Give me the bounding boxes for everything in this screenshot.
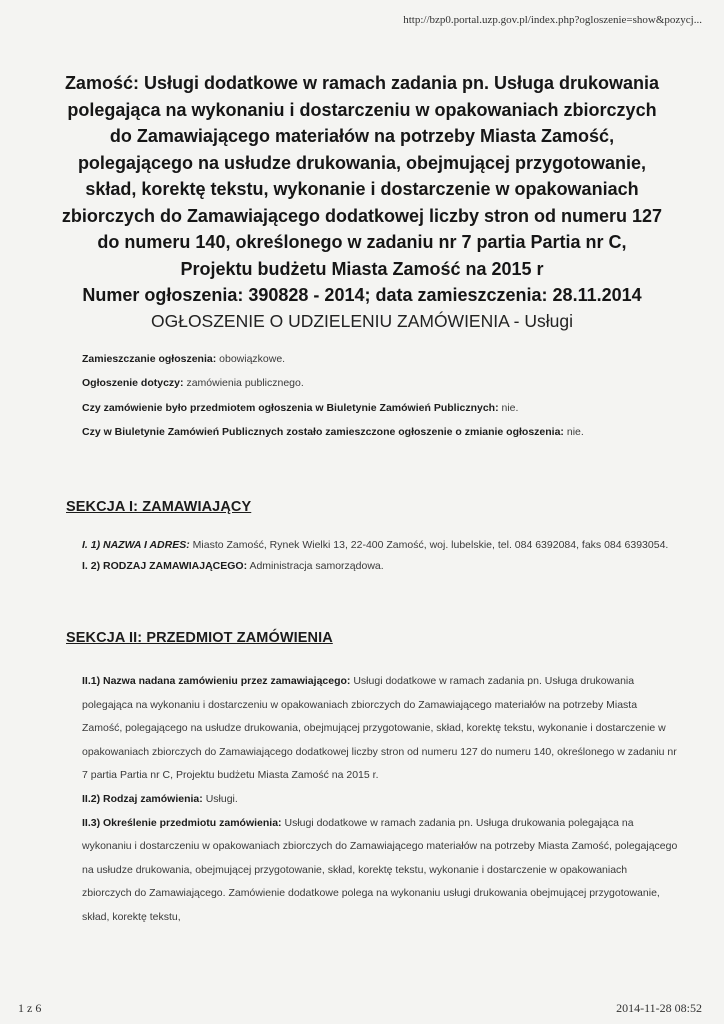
contract-subject-label: II.3) Określenie przedmiotu zamówienia:	[82, 816, 282, 829]
page-number: 1 z 6	[18, 1001, 42, 1015]
notice-type: OGŁOSZENIE O UDZIELENIU ZAMÓWIENIA - Usługi	[150, 310, 573, 331]
section-1-heading: SEKCJA I: ZAMAWIAJĄCY	[66, 499, 252, 515]
meta-concerns-value: zamówienia publicznego.	[186, 377, 304, 390]
contracting-authority-type-label: I. 2) RODZAJ ZAMAWIAJĄCEGO:	[82, 559, 248, 572]
meta-bulletin-label: Czy zamówienie było przedmiotem ogłoszenia w Biuletynie Zamówień Publicznych:	[82, 401, 499, 414]
meta-change-value: nie.	[566, 426, 584, 439]
contract-subject-value: Usługi dodatkowe w ramach zadania pn. Usługa drukowania polegająca na wykonaniu i dostarczeniu w opakowaniach zbiorczych do Zamawiającego materiałów na potrzeby Miasta Zamość, polegającego na usłudze drukowania, obejmującej przygotowanie, skład, korektę tekstu, wykonanie i dostarczenie w opakowaniach zbiorczych do Zamawiającego. Zamówienie dodatkowe polega na wykonaniu usługi drukowania obejmującej przygotowanie, skład, korektę tekstu,	[82, 816, 678, 923]
meta-placement	[82, 347, 682, 371]
contract-type	[82, 788, 678, 812]
notice-title: Zamość: Usługi dodatkowe w ramach zadania pn. Usługa drukowania polegająca na wykonaniu i dostarczeniu w opakowaniach zbiorczych do Zamawiającego materiałów na potrzeby Miasta Zamość, polegającego na usłudze drukowania, obejmującej przygotowanie, skład, korektę tekstu, wykonanie i dostarczenie w opakowaniach zbiorczych do Zamawiającego dodatkowej liczby stron od numeru 127 do numeru 140, określonego w zadaniu nr 7 partia Partia nr C, Projektu budżetu Miasta Zamość na 2015 r	[61, 73, 663, 279]
notice-number-line: Numer ogłoszenia: 390828 - 2014; data zamieszczenia: 28.11.2014	[82, 285, 642, 305]
meta-concerns-label: Ogłoszenie dotyczy:	[82, 377, 184, 390]
meta-placement-label: Zamieszczanie ogłoszenia:	[82, 353, 217, 365]
title-block	[60, 70, 664, 333]
print-datetime: 2014-11-28 08:52	[616, 1001, 702, 1015]
meta-change-label: Czy w Biuletynie Zamówień Publicznych zostało zamieszczone ogłoszenie o zmianie ogłoszenia:	[82, 426, 564, 439]
contract-subject	[82, 812, 678, 930]
contract-name-value: Usługi dodatkowe w ramach zadania pn. Usługa drukowania polegająca na wykonaniu i dostarczeniu w opakowaniach zbiorczych do Zamawiającego materiałów na potrzeby Miasta Zamość, polegającego na usłudze drukowania, obejmującej przygotowanie, skład, korektę tekstu, wykonanie i dostarczenie w opakowaniach zbiorczych do Zamawiającego dodatkowej liczby stron od numeru 127 do numeru 140, określonego w zadaniu nr 7 partia Partia nr C, Projektu budżetu Miasta Zamość na 2015 r.	[82, 675, 677, 782]
meta-concerns	[82, 371, 682, 395]
meta-change	[82, 420, 682, 444]
name-and-address	[82, 535, 672, 556]
section-2-heading: SEKCJA II: PRZEDMIOT ZAMÓWIENIA	[66, 630, 333, 646]
contracting-authority-type	[82, 556, 672, 577]
section-1-body	[82, 535, 672, 576]
page-url: http://bzp0.portal.uzp.gov.pl/index.php?ogloszenie=show&pozycj...	[403, 14, 702, 26]
contract-type-label: II.2) Rodzaj zamówienia:	[82, 792, 203, 805]
contract-name-label: II.1) Nazwa nadana zamówieniu przez zamawiającego:	[82, 675, 351, 687]
meta-placement-value: obowiązkowe.	[219, 353, 286, 365]
notice-meta	[82, 347, 682, 445]
name-and-address-label: I. 1) NAZWA I ADRES:	[82, 539, 190, 551]
section-2-body	[82, 670, 678, 930]
contracting-authority-type-value: Administracja samorządowa.	[249, 559, 384, 572]
meta-bulletin-value: nie.	[501, 401, 519, 414]
name-and-address-value: Miasto Zamość, Rynek Wielki 13, 22-400 Zamość, woj. lubelskie, tel. 084 6392084, faks 084 6393054.	[192, 539, 669, 551]
meta-bulletin	[82, 396, 682, 420]
contract-type-value: Usługi.	[205, 792, 238, 805]
contract-name	[82, 670, 678, 788]
